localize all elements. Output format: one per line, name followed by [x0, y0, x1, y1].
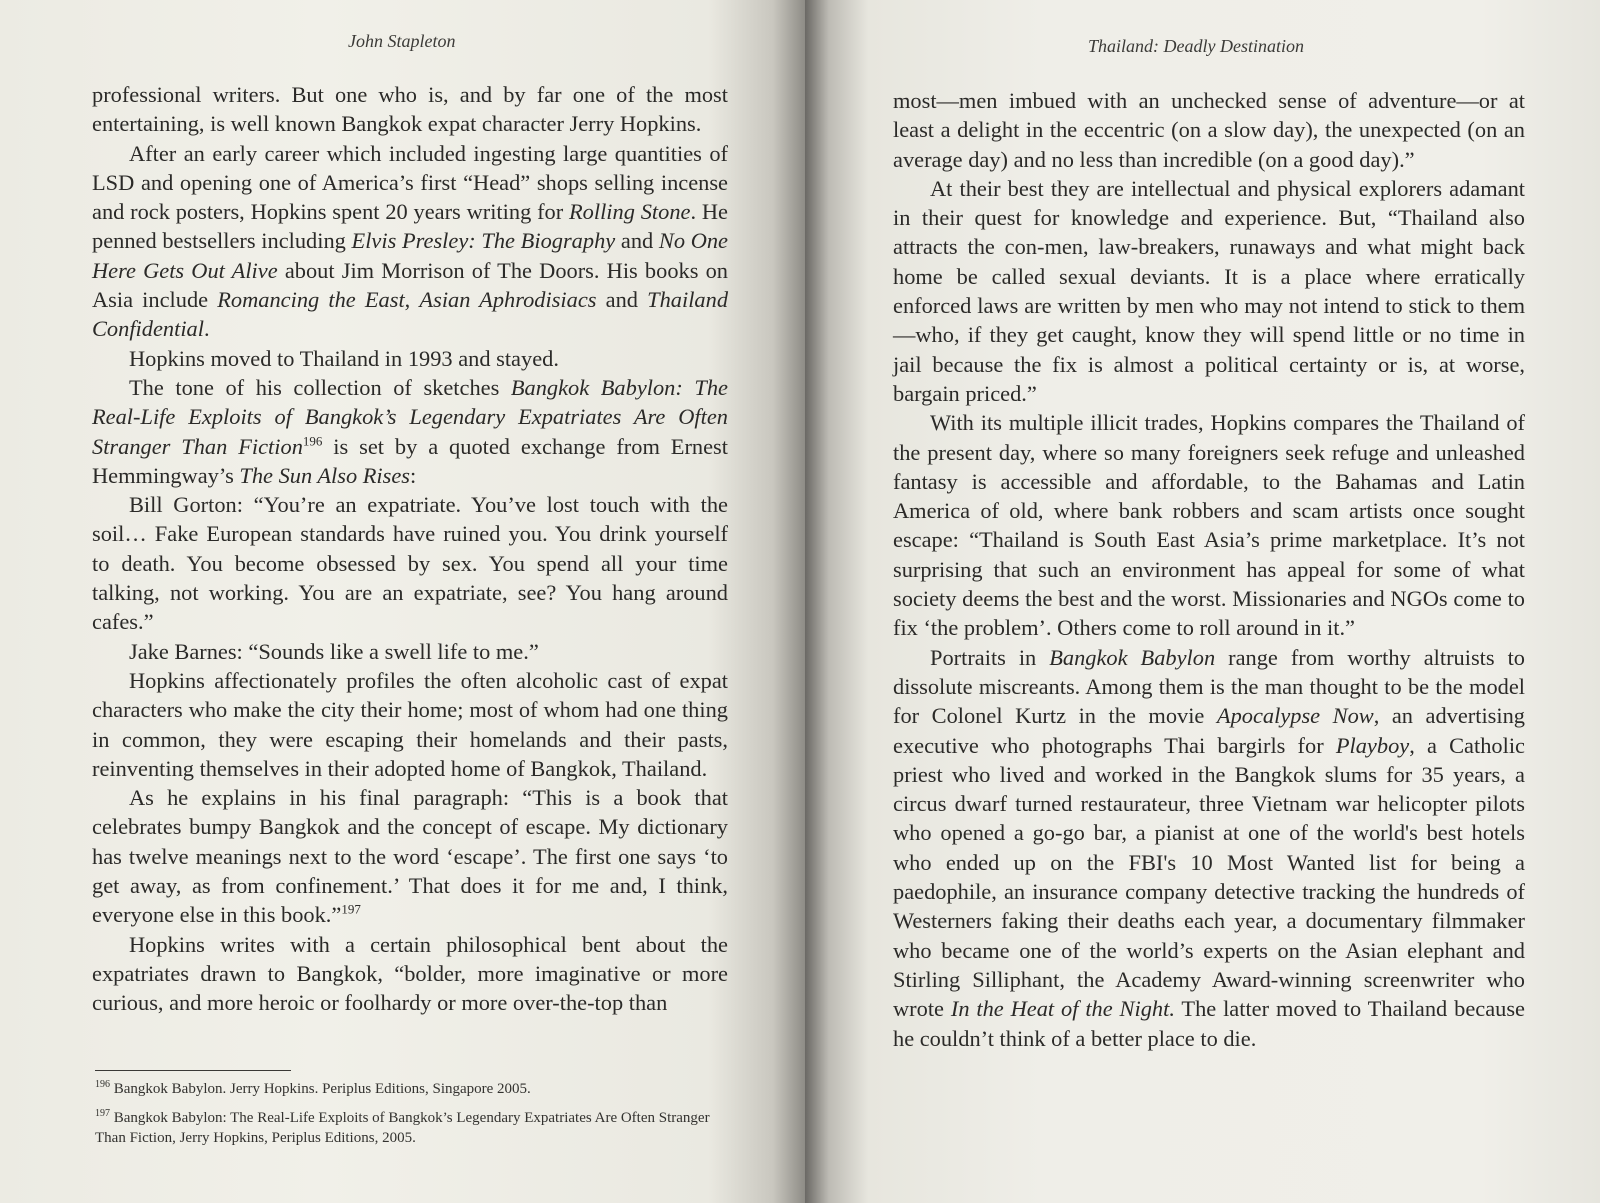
- paragraph: Hopkins affectionately profiles the often alcoholic cast of expat characters who make the city their home; most of whom had one thing in common, they were escaping their homelands and their pasts, reinventing themselves in their adopted home of Bangkok, Thailand.: [92, 667, 728, 781]
- paragraph: With its multiple illicit trades, Hopkins compares the Thailand of the present day, where so many foreigners seek refuge and unleashed fantasy is accessible and affordable, to the Bahamas and Latin America of old, where bank robbers and scam artists once sought escape: “Thailand is South East Asia’s prime marketplace. It’s not surprising that such an environment has appeal for some of what society deems the best and the worst. Missionaries and NGOs come to fix ‘the problem’. Others come to roll around in it.”: [893, 410, 1525, 641]
- paragraph: Jake Barnes: “Sounds like a swell life to me.”: [129, 638, 539, 664]
- left-body-text: [92, 80, 728, 1018]
- paragraph: Hopkins writes with a certain philosophical bent about the expatriates drawn to Bangkok, “bolder, more imaginative or more curious, and more heroic or foolhardy or more over-the-top than: [92, 931, 728, 1016]
- right-page: [805, 0, 1600, 1203]
- footnote-rule: [95, 1070, 291, 1071]
- paragraph: Portraits in Bangkok Babylon range from worthy altruists to dissolute miscreants. Among them is the man thought to be the model for Colonel Kurtz in the movie Apocalypse Now, an advertising executive who photographs Thai bargirls for Playboy, a Catholic priest who lived and worked in the Bangkok slums for 35 years, a circus dwarf turned restaurateur, three Vietnam war helicopter pilots who opened a go-go bar, a pianist at one of the world's best hotels who ended up on the FBI's 10 Most Wanted list for being a paedophile, an insurance company detective tracking the hundreds of Westerners faking their deaths each year, a documentary filmmaker who became one of the world’s experts on the Asian elephant and Stirling Silliphant, the Academy Award-winning screenwriter who wrote In the Heat of the Night. The latter moved to Thailand because he couldn’t think of a better place to die.: [893, 644, 1525, 1051]
- paragraph: As he explains in his final paragraph: “This is a book that celebrates bumpy Bangkok and the concept of escape. My dictionary has twelve meanings next to the word ‘escape’. The first one says ‘to get away, as from confinement.’ That does it for me and, I think, everyone else in this book.”$^{197}$: [92, 785, 728, 928]
- right-body-text: [893, 86, 1525, 1053]
- footnote: $^{196}$ Bangkok Babylon. Jerry Hopkins. Periplus Editions, Singapore 2005.: [95, 1079, 531, 1097]
- right-running-head: Thailand: Deadly Destination: [1088, 36, 1304, 56]
- paragraph: At their best they are intellectual and physical explorers adamant in their quest for knowledge and experience. But, “Thailand also attracts the con-men, law-breakers, runaways and what might back home be called sexual deviants. It is a place where erratically enforced laws are written by men who may not intend to stick to them—who, if they get caught, know they will spend little or no time in jail because the fix is almost a political certainty or is, at worse, bargain priced.”: [893, 175, 1525, 406]
- paragraph: professional writers. But one who is, and by far one of the most entertaining, is well known Bangkok expat character Jerry Hopkins.: [92, 82, 728, 137]
- paragraph: most—men imbued with an unchecked sense of adventure—or at least a delight in the eccentric (on a slow day), the unexpected (on an average day) and no less than incredible (on a good day).”: [893, 88, 1525, 172]
- footnote: $^{197}$ Bangkok Babylon: The Real-Life Exploits of Bangkok’s Legendary Expatriates Are Often Stranger Than Fiction, Jerry Hopkins, Periplus Editions, 2005.: [95, 1108, 710, 1146]
- footnote-ref-196[interactable]: 196: [302, 433, 323, 449]
- footnotes: [95, 1079, 715, 1157]
- paragraph: After an early career which included ingesting large quantities of LSD and opening one of America’s first “Head” shops selling incense and rock posters, Hopkins spent 20 years writing for Rolling Stone. He penned bestsellers including Elvis Presley: The Biography and No One Here Gets Out Alive about Jim Morrison of The Doors. His books on Asia include Romancing the East, Asian Aphrodisiacs and Thailand Confidential.: [92, 140, 729, 342]
- paragraph: Hopkins moved to Thailand in 1993 and stayed.: [129, 345, 559, 371]
- paragraph: The tone of his collection of sketches Bangkok Babylon: The Real-Life Exploits of Bangkok’s Legendary Expatriates Are Often Stranger Than Fiction$^{196}$ is set by a quoted exchange from Ernest Hemmingway’s The Sun Also Rises:: [92, 374, 728, 488]
- footnote-ref-197[interactable]: 197: [341, 901, 361, 917]
- left-running-head: John Stapleton: [348, 31, 456, 51]
- paragraph: Bill Gorton: “You’re an expatriate. You’ve lost touch with the soil… Fake European standards have ruined you. You drink yourself to death. You become obsessed by sex. You spend all your time talking, not working. You are an expatriate, see? You hang around cafes.”: [92, 492, 728, 635]
